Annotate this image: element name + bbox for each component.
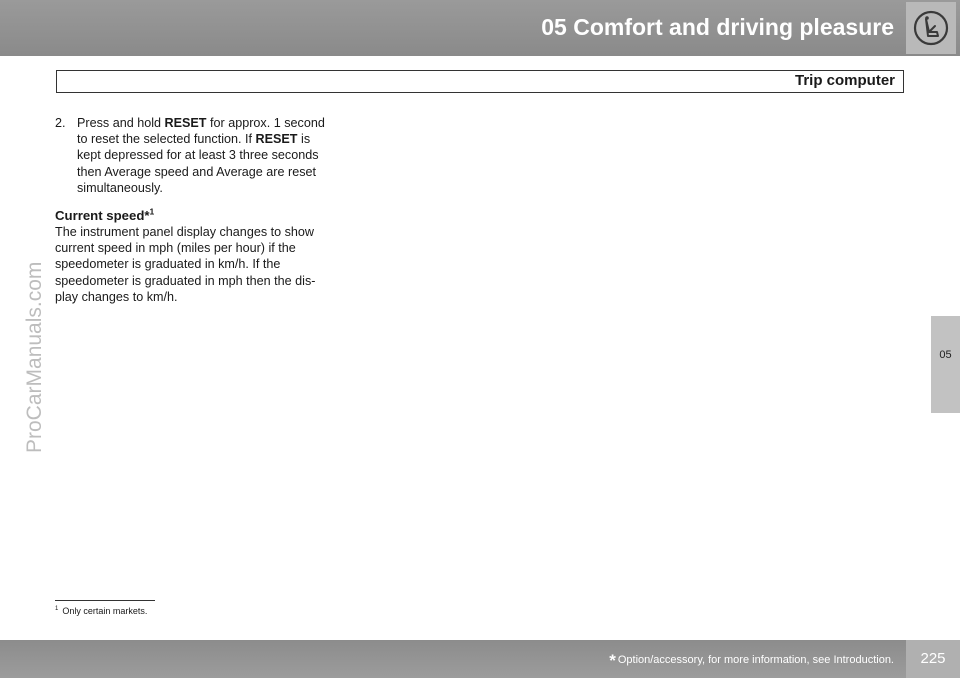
chapter-side-tab <box>931 316 960 413</box>
asterisk-icon: * <box>609 651 616 670</box>
step-text: for approx. 1 second to reset the selected function. If <box>77 116 325 147</box>
footer-note-text: Option/accessory, for more information, see Introduction. <box>617 654 894 666</box>
watermark: ProCarManuals.com <box>23 261 46 453</box>
footnote-divider <box>55 600 155 601</box>
step-number: 2. <box>55 116 66 130</box>
side-tab-label: 05 <box>939 349 952 361</box>
section-header <box>56 70 904 93</box>
footnote-ref: 1 <box>149 206 155 217</box>
step-text: is kept depressed for at least 3 three seconds then Average speed and Average are reset simultaneously. <box>77 132 319 195</box>
footnote-text: Only certain markets. <box>62 606 148 616</box>
page-number: 225 <box>920 650 946 667</box>
current-speed-heading <box>55 208 325 224</box>
reset-keyword: RESET <box>255 132 298 147</box>
footer-bar <box>0 640 960 678</box>
reset-keyword: RESET <box>164 116 207 130</box>
seat-icon <box>913 10 949 46</box>
section-title: Trip computer <box>794 72 895 89</box>
heading-text: Current speed* <box>55 208 150 224</box>
step-text: Press and hold <box>77 116 165 130</box>
footnote <box>55 606 147 616</box>
chapter-title: 05 Comfort and driving pleasure <box>541 14 894 40</box>
main-content <box>55 115 325 305</box>
footnote-number: 1 <box>55 606 59 612</box>
step-item <box>55 115 325 196</box>
page-number-box <box>906 640 960 678</box>
chapter-icon-box <box>906 2 956 54</box>
current-speed-body: The instrument panel display changes to show current speed in mph (miles per hour) if the speedometer is graduated in km/h. If the speedometer is graduated in mph then the dis-play changes to km/h. <box>55 225 316 304</box>
chapter-header-bar <box>0 0 960 56</box>
footer-note <box>609 651 894 671</box>
